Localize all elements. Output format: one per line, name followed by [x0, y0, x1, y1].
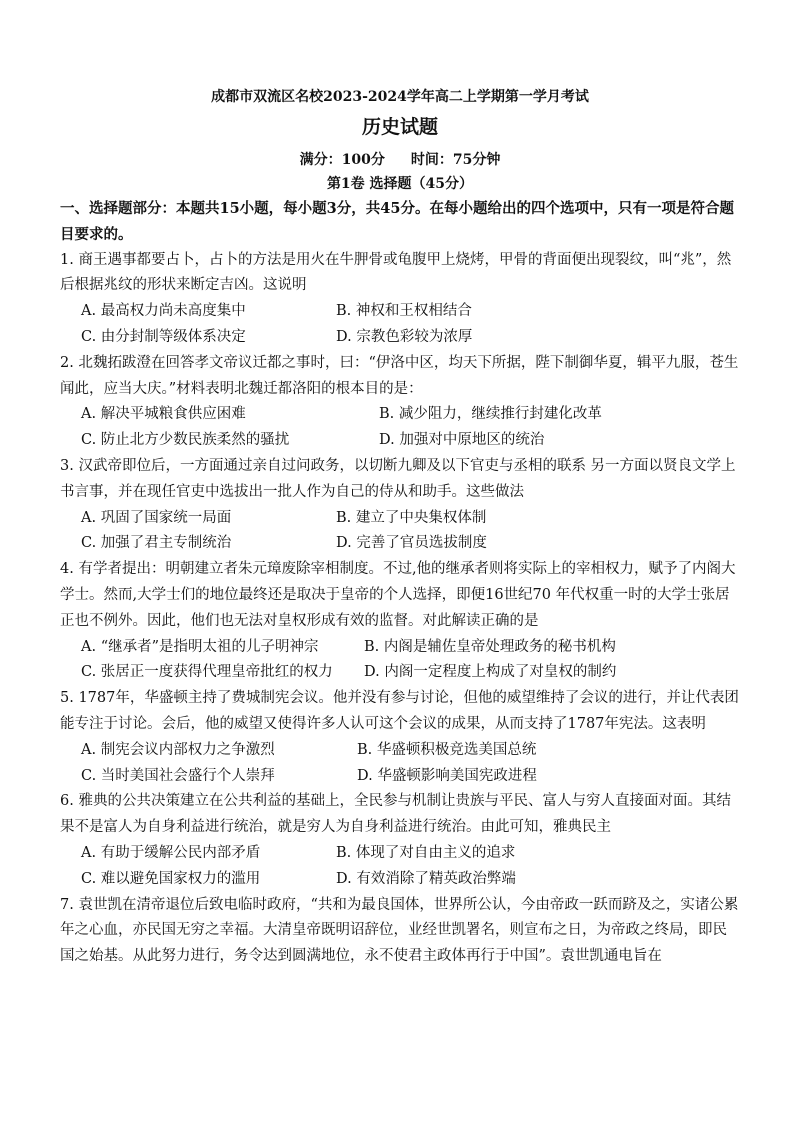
question-options [60, 738, 740, 790]
option-c: C. 难以避免国家权力的滥用 [81, 870, 261, 887]
question-stem: 4. 有学者提出：明朝建立者朱元璋废除宰相制度。不过,他的继承者则将实际上的宰相权力，赋予了内阁大学士。然而,大学士们的地位最终还是取决于皇帝的个人选择，即便16世纪70 年代权重一时的大学士张居正也不例外。因此，他们也无法对皇权形成有效的监督。对此解读正确的是 [60, 561, 736, 629]
subject-title: 历史试题 [361, 116, 438, 138]
option-b: B. 内阁是辅佐皇帝处理政务的秘书机构 [364, 638, 616, 655]
option-d: D. 完善了官员选拔制度 [336, 535, 487, 552]
question-options [60, 506, 740, 558]
section-instructions: 一、选择题部分：本题共15小题，每小题3分，共45分。在每小题给出的四个选项中，只有一项是符合题目要求的。 [60, 200, 734, 243]
option-a: A. “继承者”是指明太祖的儿子明神宗 [81, 638, 319, 655]
option-d: D. 宗教色彩较为浓厚 [336, 328, 473, 345]
option-c: C. 加强了君主专制统治 [81, 535, 232, 552]
option-a: A. 解决平城粮食供应困难 [81, 406, 246, 423]
full-score: 满分：100分 [299, 152, 385, 168]
question-options [60, 402, 740, 454]
option-c: C. 由分封制等级体系决定 [81, 328, 246, 345]
option-d: D. 内阁一定程度上构成了对皇权的制约 [364, 664, 617, 681]
part-title: 第1卷 选择题（45分） [326, 176, 474, 192]
option-d: D. 加强对中原地区的统治 [379, 432, 545, 449]
question-options [60, 635, 740, 687]
exam-page [60, 86, 740, 970]
option-b: B. 减少阻力，继续推行封建化改革 [379, 406, 602, 423]
question-stem: 7. 袁世凯在清帝退位后致电临时政府，“共和为最良国体，世界所公认，今由帝政一跃而跻及之，实诸公累年之心血，亦民国无穷之幸福。大清皇帝既明诏辞位，业经世凯署名，则宣布之日，为帝政之终局，即民国之始基。从此努力进行，务令达到圆满地位，永不使君主政体再行于中国”。袁世凯通电旨在 [60, 896, 739, 965]
option-b: B. 体现了对自由主义的追求 [336, 844, 516, 861]
option-a: A. 巩固了国家统一局面 [81, 509, 232, 526]
question-stem: 6. 雅典的公共决策建立在公共利益的基础上，全民参与机制让贵族与平民、富人与穷人直接面对面。其结果不是富人为自身利益进行统治，就是穷人为自身利益进行统治。由此可知，雅典民主 [60, 793, 731, 836]
option-a: A. 最高权力尚未高度集中 [81, 303, 246, 320]
question-options [60, 841, 740, 893]
option-d: D. 有效消除了精英政治弊端 [336, 870, 516, 887]
question-stem: 5. 1787年，华盛顿主持了费城制宪会议。他并没有参与讨论，但他的威望维持了会议的进行，并让代表团能专注于讨论。会后，他的威望又使得许多人认可这个会议的成果，从而支持了1787年宪法。这表明 [60, 690, 739, 732]
option-a: A. 制宪会议内部权力之争激烈 [81, 741, 275, 758]
option-c: C. 张居正一度获得代理皇帝批红的权力 [81, 664, 333, 681]
question-stem: 3. 汉武帝即位后，一方面通过亲自过问政务，以切断九卿及以下官吏与丞相的联系 另一方面以贤良文学上书言事，并在现任官吏中选拔出一批人作为自己的侍从和助手。这些做法 [60, 457, 736, 500]
score-time-line [60, 148, 740, 172]
time-limit: 时间：75分钟 [410, 152, 501, 168]
option-d: D. 华盛顿影响美国宪政进程 [357, 767, 537, 784]
option-b: B. 建立了中央集权体制 [336, 509, 487, 526]
exam-title: 成都市双流区名校2023-2024学年高二上学期第一学月考试 [211, 89, 589, 105]
option-b: B. 华盛顿积极竞选美国总统 [357, 741, 537, 758]
question-stem: 1. 商王遇事都要占卜，占卜的方法是用火在牛胛骨或龟腹甲上烧烤，甲骨的背面便出现裂纹，叫“兆”，然后根据兆纹的形状来断定吉凶。这说明 [60, 251, 732, 294]
question-options [60, 299, 740, 351]
option-c: C. 防止北方少数民族柔然的骚扰 [81, 432, 290, 449]
question-stem: 2. 北魏拓跋澄在回答孝文帝议迁都之事时，曰：“伊洛中区，均天下所据，陛下制御华夏，辑平九服，苍生闻此，应当大庆。”材料表明北魏迁都洛阳的根本目的是： [60, 354, 739, 397]
option-a: A. 有助于缓解公民内部矛盾 [81, 844, 261, 861]
option-b: B. 神权和王权相结合 [336, 303, 472, 320]
option-c: C. 当时美国社会盛行个人崇拜 [81, 767, 275, 784]
